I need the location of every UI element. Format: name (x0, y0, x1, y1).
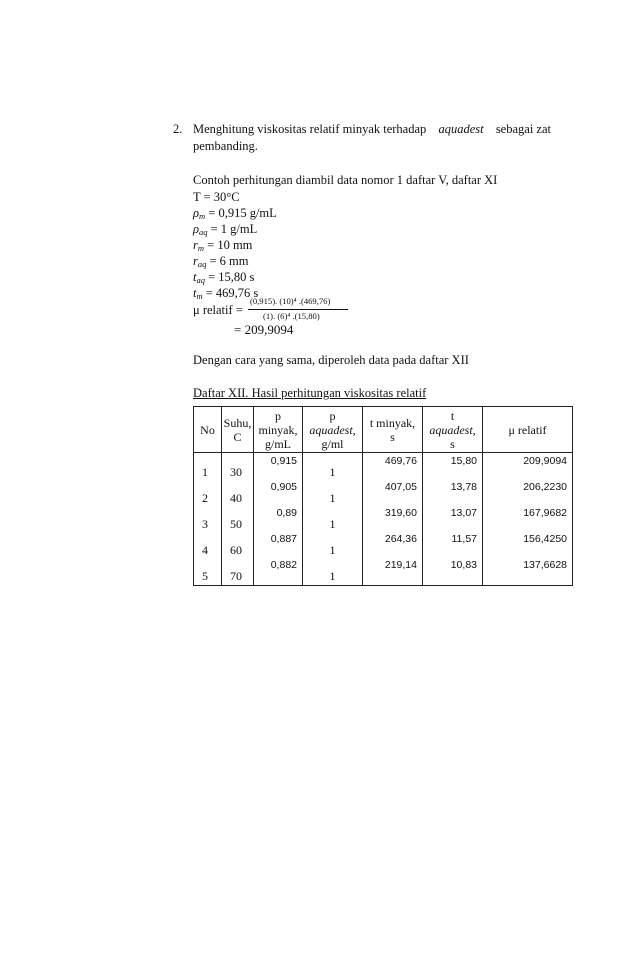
cell-t-aquadest: 15,80 (450, 455, 477, 467)
rho-aq-symbol: ρ (193, 222, 199, 236)
cell-suhu: 70 (230, 569, 242, 583)
cell-p-minyak: 0,887 (270, 533, 297, 545)
item-line-1-b: sebagai zat (495, 122, 551, 136)
rho-aq-value: = 1 g/mL (210, 222, 258, 236)
table-caption: Daftar XII. Hasil perhitungan viskositas relatif (193, 386, 427, 400)
cell-t-aquadest: 10,83 (450, 559, 477, 571)
header-t-aquadest: t aquadest, s (423, 407, 483, 453)
r-m-sub: m (197, 243, 205, 253)
table-header-row (194, 407, 573, 453)
rho-m-sub: m (199, 211, 206, 221)
cell-t-minyak: 319,60 (384, 507, 417, 519)
cell-suhu: 40 (230, 491, 242, 505)
col-t-minyak (363, 453, 423, 586)
item-line-1-a: Menghitung viskositas relatif minyak terhadap (193, 122, 427, 136)
t-aq-value: = 15,80 s (208, 270, 255, 284)
cell-suhu: 50 (230, 517, 242, 531)
cell-t-minyak: 469,76 (384, 455, 417, 467)
header-mu-relatif: μ relatif (483, 407, 573, 453)
item-line-1 (193, 121, 551, 137)
cell-mu-relatif: 156,4250 (523, 533, 567, 545)
cell-t-aquadest: 13,07 (450, 507, 477, 519)
cell-p-minyak: 0,915 (270, 455, 297, 467)
viscosity-table (193, 406, 573, 586)
header-no: No (194, 407, 222, 453)
cell-p-aquadest: 1 (329, 491, 336, 505)
same-way-text: Dengan cara yang sama, diperoleh data pada daftar XII (193, 353, 469, 367)
cell-p-aquadest: 1 (329, 569, 336, 583)
formula-numerator: (0,915). (10)⁴ .(469,76) (250, 296, 331, 306)
col-no (194, 453, 222, 586)
t-m-sub: m (196, 291, 203, 301)
cell-t-minyak: 407,05 (384, 481, 417, 493)
cell-mu-relatif: 137,6628 (523, 559, 567, 571)
r-aq-symbol: r (193, 254, 198, 268)
t-m-value: = 469,76 s (205, 286, 259, 300)
cell-mu-relatif: 209,9094 (523, 455, 567, 467)
cell-p-minyak: 0,89 (276, 507, 297, 519)
header-t-minyak: t minyak, s (363, 407, 423, 453)
cell-t-aquadest: 13,78 (450, 481, 477, 493)
cell-no: 3 (202, 517, 208, 531)
t-aq-sub: aq (196, 275, 205, 285)
table-body-row (194, 453, 573, 586)
header-p-aquadest: p aquadest, g/ml (303, 407, 363, 453)
cell-t-minyak: 264,36 (384, 533, 417, 545)
t-aq-symbol: t (193, 270, 197, 284)
temperature-line: T = 30°C (193, 190, 240, 204)
cell-p-minyak: 0,905 (270, 481, 297, 493)
rho-aq-sub: aq (199, 227, 208, 237)
cell-no: 5 (202, 569, 208, 583)
item-number: 2. (173, 122, 183, 136)
col-p-minyak (254, 453, 303, 586)
r-m-symbol: r (193, 238, 198, 252)
col-suhu (222, 453, 254, 586)
formula-denominator: (1). (6)⁴ .(15,80) (263, 311, 320, 321)
col-t-aquadest (423, 453, 483, 586)
cell-p-aquadest: 1 (329, 543, 336, 557)
mu-relatif-label: μ relatif = (193, 303, 243, 317)
fraction-bar (248, 309, 348, 310)
example-intro: Contoh perhitungan diambil data nomor 1 daftar V, daftar XI (193, 173, 498, 187)
cell-suhu: 60 (230, 543, 242, 557)
cell-p-aquadest: 1 (329, 517, 336, 531)
formula-result: = 209,9094 (234, 322, 294, 337)
cell-mu-relatif: 167,9682 (523, 507, 567, 519)
cell-suhu: 30 (230, 465, 242, 479)
item-line-1-italic: aquadest (438, 122, 484, 136)
cell-t-minyak: 219,14 (384, 559, 417, 571)
rho-m-value: = 0,915 g/mL (208, 206, 277, 220)
cell-p-minyak: 0,882 (270, 559, 297, 571)
col-mu-relatif (483, 453, 573, 586)
cell-no: 1 (202, 465, 208, 479)
cell-p-aquadest: 1 (329, 465, 336, 479)
cell-no: 2 (202, 491, 208, 505)
header-p-minyak: p minyak, g/mL (254, 407, 303, 453)
r-aq-sub: aq (197, 259, 207, 269)
cell-no: 4 (202, 543, 208, 557)
r-aq-value: = 6 mm (209, 254, 249, 268)
header-suhu: Suhu, C (222, 407, 254, 453)
item-line-2: pembanding. (193, 139, 258, 153)
rho-m-symbol: ρ (193, 206, 199, 220)
cell-mu-relatif: 206,2230 (523, 481, 567, 493)
col-p-aquadest (303, 453, 363, 586)
r-m-value: = 10 mm (207, 238, 253, 252)
t-m-symbol: t (193, 286, 197, 300)
cell-t-aquadest: 11,57 (451, 533, 477, 545)
